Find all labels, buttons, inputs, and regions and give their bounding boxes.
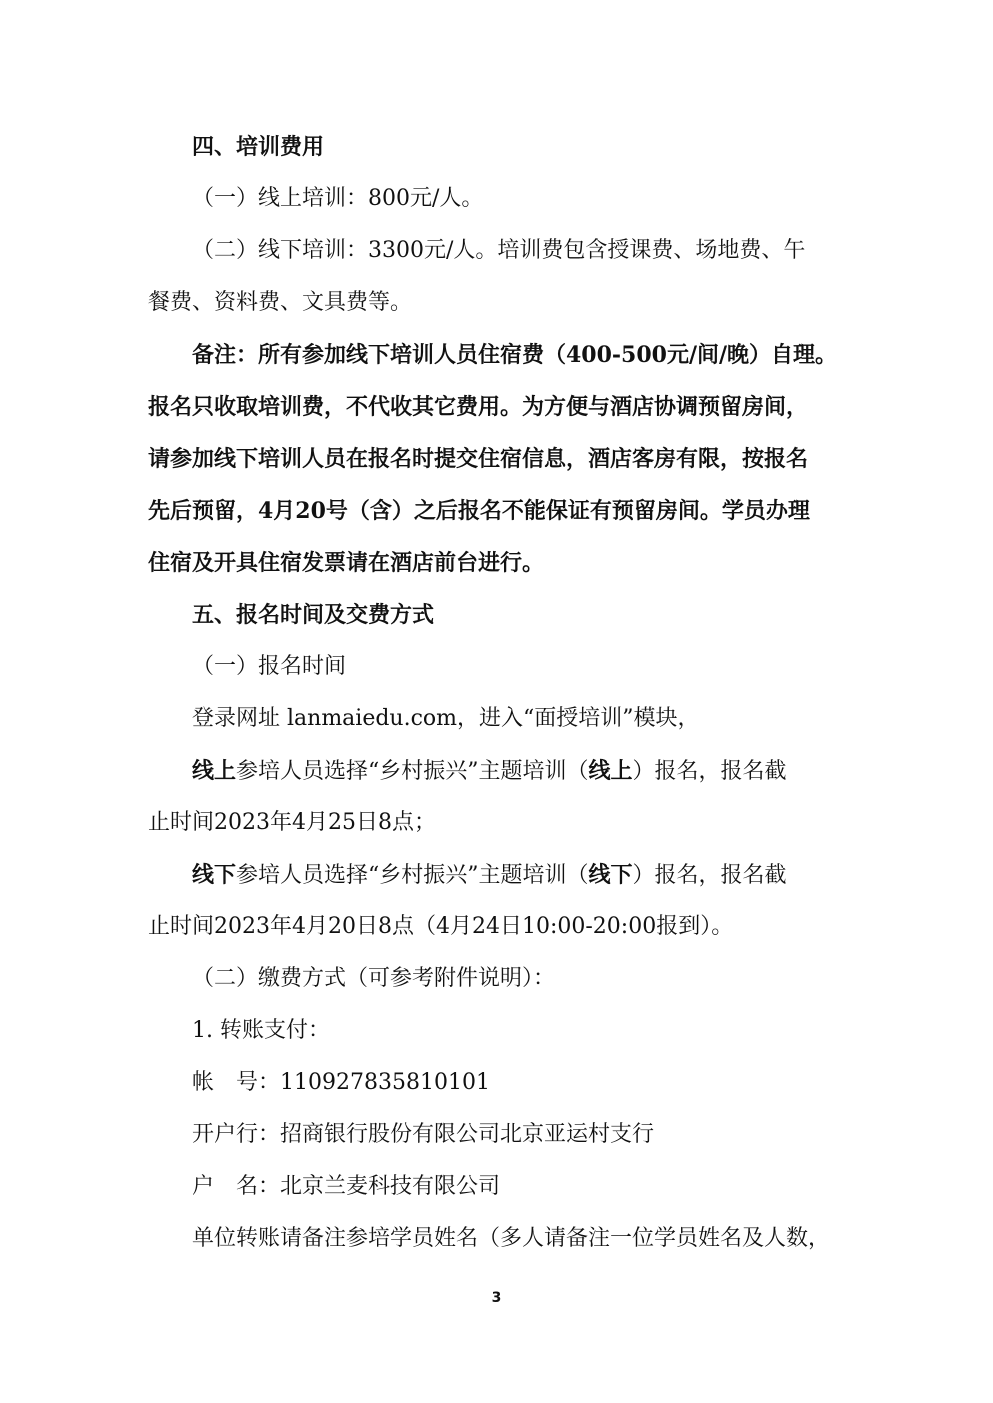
offline-text-b: ）报名，报名截 xyxy=(632,863,787,888)
payment-method-heading: （二）缴费方式（可参考附件说明）： xyxy=(192,966,556,991)
section-5-heading: 五、报名时间及交费方式 xyxy=(192,602,435,628)
note-line-4: 先后预留，4月20号（含）之后报名不能保证有预留房间。学员办理 xyxy=(148,498,810,524)
account-holder: 户 名：北京兰麦科技有限公司 xyxy=(192,1174,501,1199)
offline-mode: 线下 xyxy=(588,862,633,888)
offline-text-a: 参培人员选择“乡村振兴”主题培训（ xyxy=(236,863,589,888)
offline-training-fee-line1: （二）线下培训：3300元/人。培训费包含授课费、场地费、午 xyxy=(192,238,806,263)
registration-time-heading: （一）报名时间 xyxy=(192,654,347,679)
offline-registration-line2: 止时间2023年4月20日8点（4月24日10:00-20:00报到）。 xyxy=(148,914,734,939)
note-line-3: 请参加线下培训人员在报名时提交住宿信息，酒店客房有限，按报名 xyxy=(148,446,809,472)
bank-name: 开户行：招商银行股份有限公司北京亚运村支行 xyxy=(192,1122,655,1147)
section-4-heading: 四、培训费用 xyxy=(192,134,325,160)
note-line-1: 备注：所有参加线下培训人员住宿费（400-500元/间/晚）自理。 xyxy=(192,342,838,368)
account-number: 帐 号：110927835810101 xyxy=(192,1070,490,1095)
offline-registration-line1 xyxy=(192,860,858,891)
transfer-remark: 单位转账请备注参培学员姓名（多人请备注一位学员姓名及人数， xyxy=(192,1226,831,1251)
note-line-5: 住宿及开具住宿发票请在酒店前台进行。 xyxy=(148,550,545,576)
online-registration-line1 xyxy=(192,756,858,787)
bank-transfer-label: 1. 转账支付： xyxy=(192,1018,330,1043)
online-text-b: ）报名，报名截 xyxy=(632,759,787,784)
note-line-2: 报名只收取培训费，不代收其它费用。为方便与酒店协调预留房间， xyxy=(148,394,809,420)
online-mode: 线上 xyxy=(588,758,633,784)
online-registration-line2: 止时间2023年4月25日8点； xyxy=(148,810,436,835)
offline-label: 线下 xyxy=(192,862,237,888)
offline-training-fee-line2: 餐费、资料费、文具费等。 xyxy=(148,290,413,315)
page-number: 3 xyxy=(491,1290,502,1306)
online-text-a: 参培人员选择“乡村振兴”主题培训（ xyxy=(236,759,589,784)
online-training-fee: （一）线上培训：800元/人。 xyxy=(192,186,484,211)
login-instruction: 登录网址 lanmaiedu.com，进入“面授培训”模块， xyxy=(192,706,700,731)
online-label: 线上 xyxy=(192,758,237,784)
